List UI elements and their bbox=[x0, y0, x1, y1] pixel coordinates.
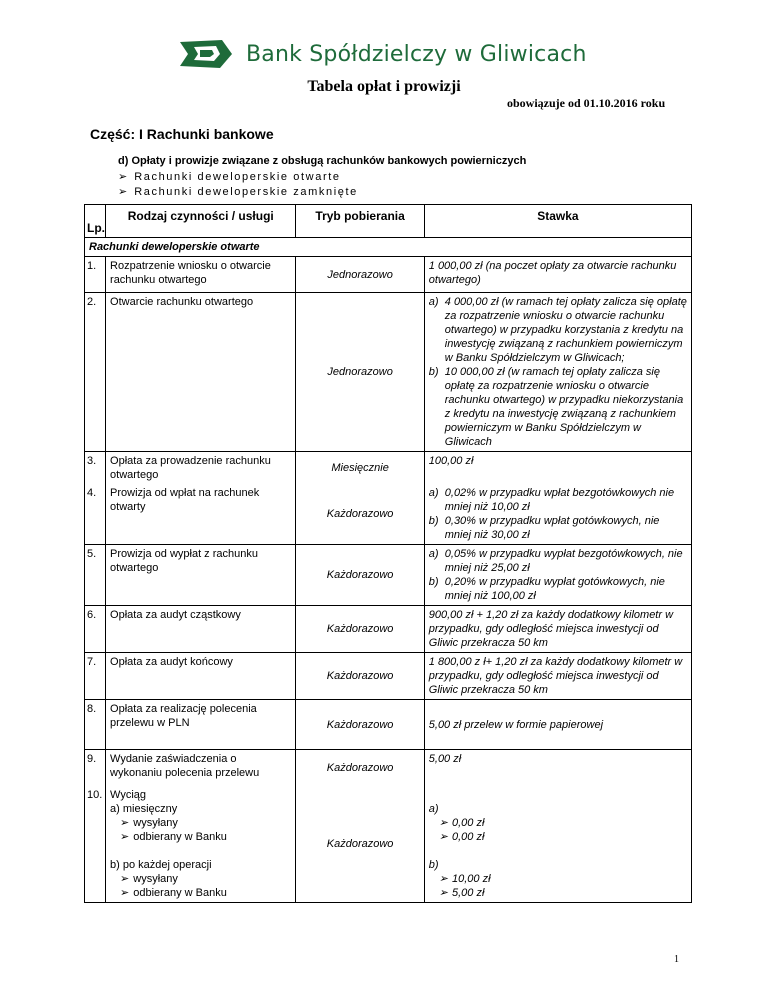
rate-option-b: b) 10 000,00 zł (w ramach tej opłaty zalicza się opłatę za rozpatrzenie wniosku o otwarcie rachunku otwartego) w przypadku niekorzystania z kredytu na inwestycję związaną z rachunkiem powierniczym w Banku Spółdzielczym w Gliwicach bbox=[428, 366, 684, 448]
table-row: 4. Prowizja od wpłat na rachunek otwarty Każdorazowo a) 0,02% w przypadku wpłat bezgotówkowych nie mniej niż 10,00 zł b) 0,30% w przypadku wpłat gotówkowych, nie mniej niż 30,00 zł bbox=[85, 484, 692, 545]
rate-option-a: a) 4 000,00 zł (w ramach tej opłaty zalicza się opłatę za rozpatrzenie wniosku o otwarcie rachunku otwartego) w przypadku korzystania z kredytu na inwestycję związaną z rachunkiem powierniczym w Banku Spółdzielczym w Gliwicach; bbox=[428, 296, 687, 364]
table-header-row bbox=[85, 205, 692, 238]
arrow-icon: ➢ bbox=[438, 872, 448, 885]
table-row: 3. Opłata za prowadzenie rachunku otwartego Miesięcznie 100,00 zł bbox=[85, 452, 692, 485]
valid-from: obowiązuje od 01.10.2016 roku bbox=[507, 96, 666, 110]
header-rate: Stawka bbox=[424, 205, 691, 238]
arrow-icon: ➢ bbox=[438, 886, 448, 899]
table-row: 9. Wydanie zaświadczenia o wykonaniu polecenia przelewu Każdorazowo 5,00 zł bbox=[85, 750, 692, 786]
table-row: 5. Prowizja od wypłat z rachunku otwartego Każdorazowo a) 0,05% w przypadku wypłat bezgotówkowych, nie mniej niż 25,00 zł b) 0,20% w przypadku wypłat gotówkowych, nie mniej niż 100,00 zł bbox=[85, 545, 692, 606]
table-row: 6. Opłata za audyt cząstkowy Każdorazowo 900,00 zł + 1,20 zł za każdy dodatkowy kilometr w przypadku, gdy odległość miejsca inwestycji od Gliwic przekracza 50 km bbox=[85, 606, 692, 653]
bank-logo-icon bbox=[176, 38, 236, 70]
table-row: 2. Otwarcie rachunku otwartego Jednorazowo a) 4 000,00 zł (w ramach tej opłaty zalicza się opłatę za rozpatrzenie wniosku o otwarcie rachunku otwartego) w przypadku korzystania z kredytu na inwestycję związaną z rachunkiem powierniczym w Banku Spółdzielczym w Gliwicach; b) 10 000,00 zł (w ramach tej opłaty zalicza się opłatę za rozpatrzenie wniosku o otwarcie rachunku otwartego) w przypadku niekorzystania z kredytu na inwestycję związaną z rachunkiem powierniczym w Banku Spółdzielczym w Gliwicach bbox=[85, 293, 692, 452]
bullet-item: ➢ Rachunki deweloperskie otwarte bbox=[118, 171, 341, 183]
table-row: 7. Opłata za audyt końcowy Każdorazowo 1 800,00 z ł+ 1,20 zł za każdy dodatkowy kilometr w przypadku, gdy odległość miejsca inwestycji od Gliwic przekracza 50 km bbox=[85, 653, 692, 700]
section-label: Rachunki deweloperskie otwarte bbox=[85, 238, 692, 257]
arrow-icon: ➢ bbox=[120, 872, 130, 885]
header-mode: Tryb pobierania bbox=[296, 205, 424, 238]
arrow-icon: ➢ bbox=[120, 886, 130, 899]
arrow-icon: ➢ bbox=[120, 830, 130, 843]
fees-table bbox=[84, 204, 692, 903]
header-lp: Lp. bbox=[85, 205, 106, 238]
arrow-icon: ➢ bbox=[118, 186, 128, 198]
subsection-heading: d) Opłaty i prowizje związane z obsługą rachunków bankowych powierniczych bbox=[118, 155, 527, 167]
arrow-icon: ➢ bbox=[120, 816, 130, 829]
document-title: Tabela opłat i prowizji bbox=[307, 78, 461, 95]
arrow-icon: ➢ bbox=[438, 816, 448, 829]
bullet-item: ➢ Rachunki deweloperskie zamknięte bbox=[118, 186, 358, 198]
table-row: 10. Wyciąg a) miesięczny ➢ wysyłany ➢ odbierany w Banku b) po każdej operacji ➢ wysyłany ➢ odbierany w Banku Każdorazowo a) ➢ 0,00 zł ➢ 0,00 zł b) ➢ 10,00 zł ➢ 5,00 zł bbox=[85, 786, 692, 903]
bank-logo bbox=[176, 38, 587, 70]
bank-name: Bank Spółdzielczy w Gliwicach bbox=[246, 41, 587, 67]
section-row bbox=[85, 238, 692, 257]
arrow-icon: ➢ bbox=[438, 830, 448, 843]
arrow-icon: ➢ bbox=[118, 171, 128, 183]
table-row: 8. Opłata za realizację polecenia przelewu w PLN Każdorazowo 5,00 zł przelew w formie papierowej bbox=[85, 700, 692, 750]
page-number: 1 bbox=[674, 954, 679, 965]
part-heading: Część: I Rachunki bankowe bbox=[90, 126, 274, 142]
table-row: 1. Rozpatrzenie wniosku o otwarcie rachunku otwartego Jednorazowo 1 000,00 zł (na poczet opłaty za otwarcie rachunku otwartego) bbox=[85, 257, 692, 293]
header-name: Rodzaj czynności / usługi bbox=[106, 205, 296, 238]
